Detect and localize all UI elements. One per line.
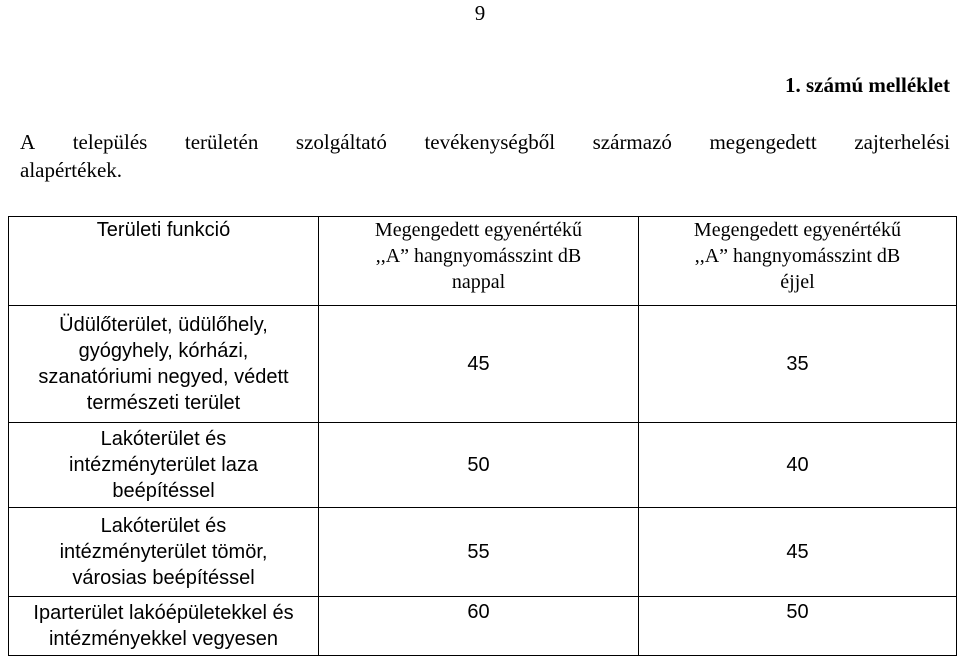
intro-word: zajterhelési (854, 130, 950, 154)
intro-line-1 (20, 128, 950, 156)
function-line: Lakóterület és (100, 428, 227, 450)
header-function-label: Területi funkció (96, 219, 231, 241)
cell-function (9, 306, 319, 423)
appendix-title: 1. számú melléklet (784, 73, 950, 97)
intro-word: szolgáltató (295, 130, 387, 154)
table-row (9, 423, 957, 508)
cell-function (9, 423, 319, 508)
function-line: városias beépítéssel (72, 567, 255, 589)
intro-line-2: alapértékek. (20, 158, 123, 182)
header-function (9, 217, 319, 306)
table-header-row (9, 217, 957, 306)
page-number: 9 (474, 1, 486, 25)
header-day (319, 217, 639, 306)
intro-word: A (20, 130, 36, 154)
function-line: természeti terület (86, 392, 241, 414)
table-row (9, 508, 957, 597)
function-line: intézményterület laza (69, 454, 258, 476)
intro-word: megengedett (709, 130, 817, 154)
intro-word: település (72, 130, 148, 154)
cell-function (9, 508, 319, 597)
function-line: Lakóterület és (100, 515, 227, 537)
header-night-line: Megengedett egyenértékű (693, 219, 902, 241)
cell-night-value: 40 (639, 423, 957, 508)
header-night (639, 217, 957, 306)
header-day-line: ,,A” hangnyomásszint dB (375, 245, 582, 267)
header-night-line: éjjel (780, 271, 815, 293)
function-line: szanatóriumi negyed, védett (38, 366, 289, 388)
cell-night-value: 35 (639, 306, 957, 423)
function-line: gyógyhely, kórházi, (78, 340, 249, 362)
cell-night-value: 50 (639, 597, 957, 656)
function-line: intézményekkel vegyesen (48, 628, 278, 650)
table-row (9, 597, 957, 656)
header-night-line: ,,A” hangnyomásszint dB (694, 245, 901, 267)
cell-day-value: 45 (319, 306, 639, 423)
header-day-line: Megengedett egyenértékű (374, 219, 583, 241)
intro-word: területén (184, 130, 259, 154)
function-line: intézményterület tömör, (59, 541, 268, 563)
intro-word: tevékenységből (424, 130, 556, 154)
intro-paragraph (20, 128, 950, 184)
cell-function (9, 597, 319, 656)
cell-day-value: 60 (319, 597, 639, 656)
intro-word: származó (592, 130, 672, 154)
function-line: Üdülőterület, üdülőhely, (59, 314, 268, 336)
function-line: beépítéssel (112, 480, 215, 502)
cell-night-value: 45 (639, 508, 957, 597)
noise-limits-table (8, 216, 957, 656)
function-line: Iparterület lakóépületekkel és (33, 602, 294, 624)
table-row (9, 306, 957, 423)
header-day-line: nappal (451, 271, 506, 293)
cell-day-value: 50 (319, 423, 639, 508)
cell-day-value: 55 (319, 508, 639, 597)
